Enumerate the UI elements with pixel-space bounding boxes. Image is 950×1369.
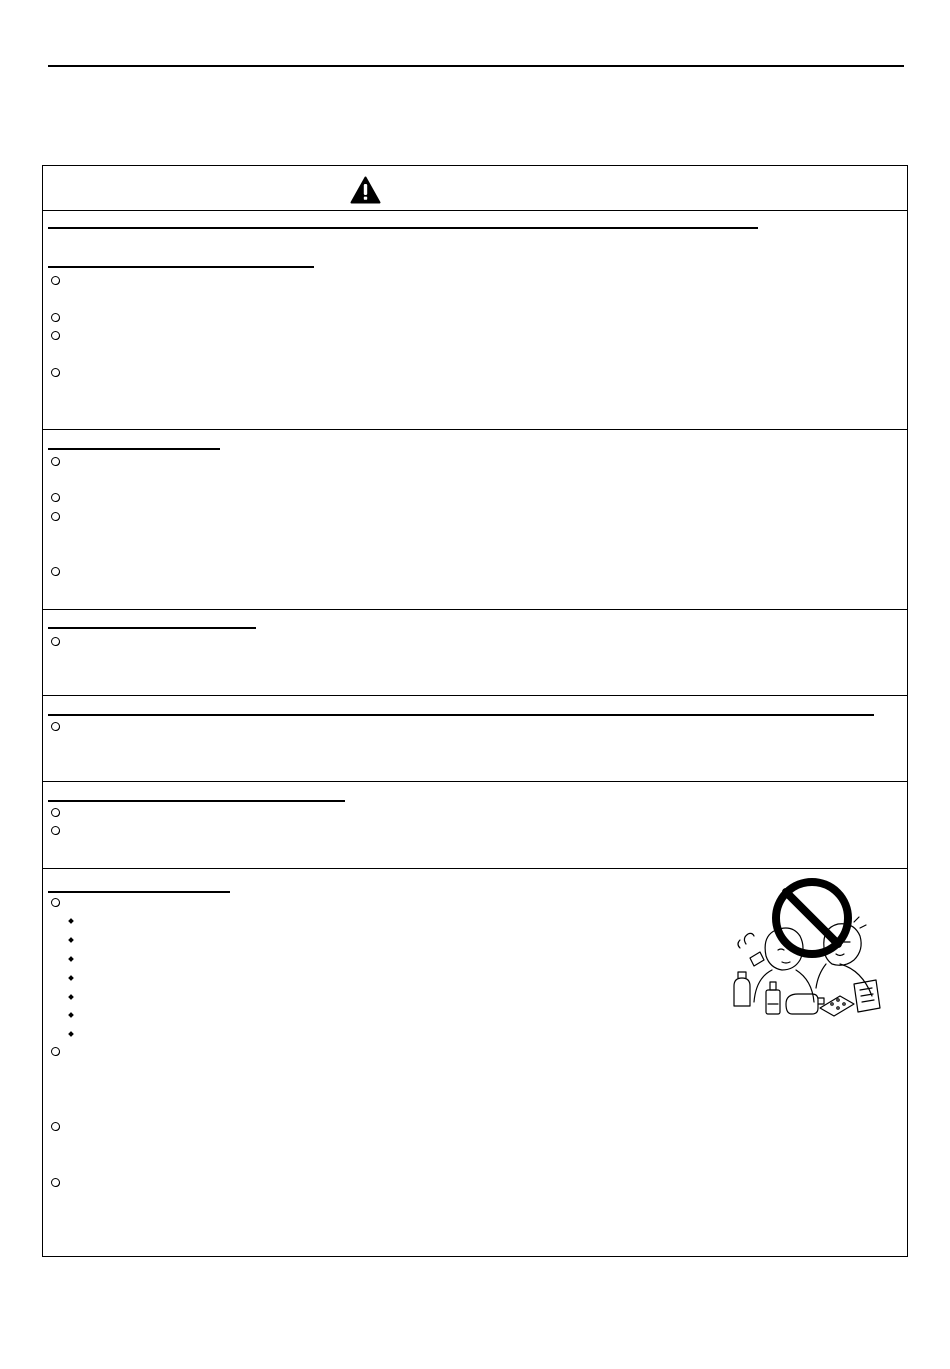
list-bullet (51, 512, 60, 521)
section-divider (43, 868, 907, 869)
list-bullet (51, 637, 60, 646)
list-bullet (51, 1047, 60, 1056)
section-divider (43, 609, 907, 610)
list-bullet (51, 368, 60, 377)
list-bullet (51, 826, 60, 835)
section-5-heading-underline (48, 800, 345, 802)
section-1-heading-underline (48, 227, 758, 229)
list-bullet (51, 1122, 60, 1131)
list-bullet (51, 276, 60, 285)
list-bullet (51, 457, 60, 466)
section-divider (43, 781, 907, 782)
list-bullet (51, 567, 60, 576)
warning-triangle-icon (350, 176, 381, 204)
section-divider (43, 429, 907, 430)
section-3-heading-underline (48, 627, 256, 629)
section-6-heading-underline (48, 891, 230, 893)
page-header-rule (48, 65, 904, 67)
section-4-heading-underline (48, 714, 874, 716)
section-2-heading-underline (48, 448, 220, 450)
prohibited-sign-icon (726, 878, 884, 1018)
list-bullet (51, 898, 60, 907)
list-bullet (51, 493, 60, 502)
list-bullet (51, 331, 60, 340)
warning-header-divider (43, 210, 907, 211)
section-divider (43, 695, 907, 696)
warning-frame (42, 165, 908, 1257)
list-bullet (51, 808, 60, 817)
section-1-subheading-underline (48, 266, 314, 268)
list-bullet (51, 1178, 60, 1187)
list-bullet (51, 313, 60, 322)
list-bullet (51, 722, 60, 731)
